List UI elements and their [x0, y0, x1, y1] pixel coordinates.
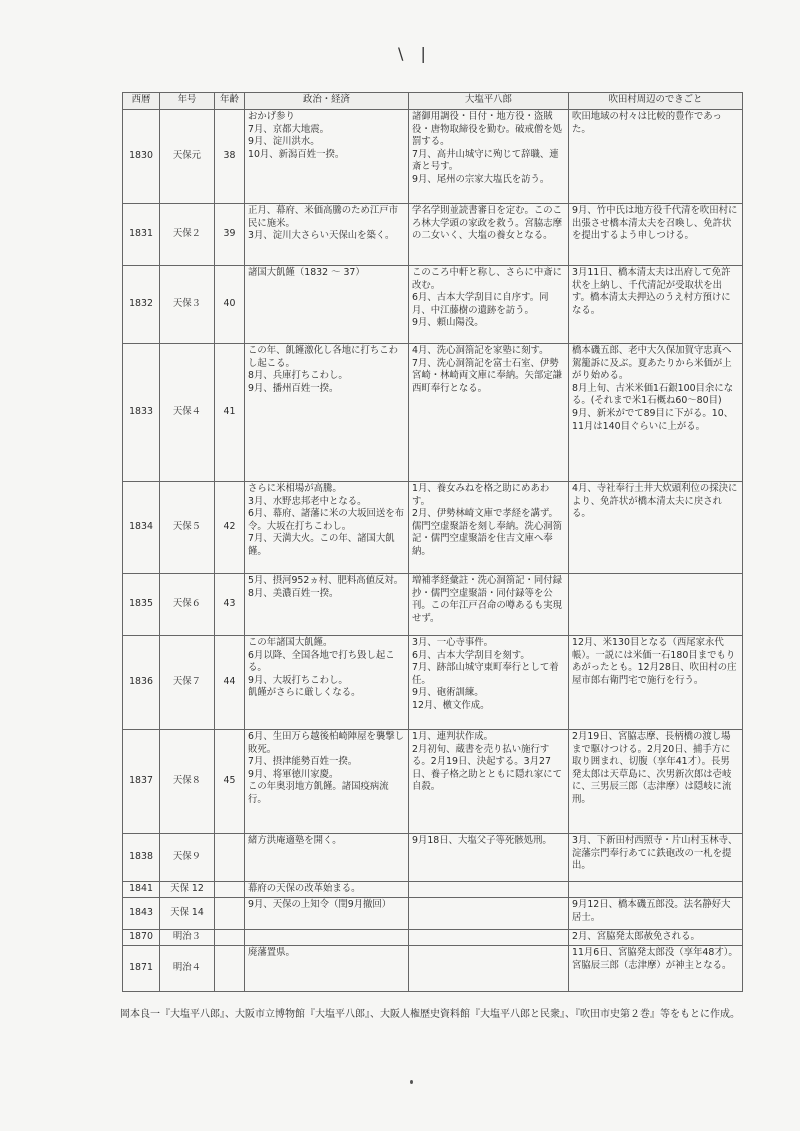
age-cell: 42	[215, 482, 245, 574]
age-cell: 39	[215, 204, 245, 266]
table-row	[123, 834, 743, 882]
age-cell: 44	[215, 636, 245, 730]
table-row	[123, 946, 743, 992]
era-cell: 天保 12	[160, 882, 215, 898]
year-cell: 1830	[123, 110, 160, 204]
year-cell: 1831	[123, 204, 160, 266]
era-cell: 天保９	[160, 834, 215, 882]
politics-cell: 幕府の天保の改革始まる。	[245, 882, 409, 898]
age-cell: 43	[215, 574, 245, 636]
source-note: 岡本良一『大塩平八郎』、大阪市立博物館『大塩平八郎』、大阪人権歴史資料館『大塩平八郎と民衆』、『吹田市史第２巻』等をもとに作成。	[120, 1009, 740, 1020]
year-cell: 1832	[123, 266, 160, 344]
era-cell: 天保２	[160, 204, 215, 266]
era-cell: 天保元	[160, 110, 215, 204]
year-cell: 1870	[123, 930, 160, 946]
oshio-cell: このころ中軒と称し、さらに中斎に改む。 6月、古本大学刮目に自序す。同月、中江藤樹の遺跡を訪う。 9月、頼山陽没。	[409, 266, 569, 344]
table-row	[123, 266, 743, 344]
year-cell: 1838	[123, 834, 160, 882]
suita-cell	[569, 574, 743, 636]
politics-cell	[245, 930, 409, 946]
suita-cell: 12月、米130目となる（西尾家永代帳）。一説には米価一石180目までもりあがったとも。12月28日、吹田村の庄屋市郎右衛門宅で施行を行う。	[569, 636, 743, 730]
year-cell: 1835	[123, 574, 160, 636]
politics-cell: おかげ参り 7月、京都大地震。 9月、淀川洪水。 10月、新潟百姓一揆。	[245, 110, 409, 204]
table-row	[123, 930, 743, 946]
table-row	[123, 882, 743, 898]
era-cell: 天保３	[160, 266, 215, 344]
suita-cell: 4月、寺社奉行土井大炊頭利位の採決により、免許状が橋本清太夫に戻される。	[569, 482, 743, 574]
year-cell: 1833	[123, 344, 160, 482]
oshio-cell	[409, 930, 569, 946]
year-cell: 1834	[123, 482, 160, 574]
table-row	[123, 730, 743, 834]
year-cell: 1836	[123, 636, 160, 730]
age-cell: 45	[215, 730, 245, 834]
header-year: 西暦	[123, 93, 160, 110]
suita-cell: 2月19日、宮脇志摩、長柄橋の渡し場まで駆けつける。2月20日、捕手方に取り囲まれ、切腹（享年41才）。長男発太郎は天草島に、次男新次郎は壱岐に、三男辰三郎（志津摩）は隠岐に流刑。	[569, 730, 743, 834]
header-row	[123, 93, 743, 110]
year-cell: 1841	[123, 882, 160, 898]
suita-cell: 3月、下新田村西照寺・片山村玉林寺、淀藩宗門奉行あてに鉄砲改の一札を提出。	[569, 834, 743, 882]
suita-cell: 11月6日、宮脇発太郎没（享年48才）。宮脇辰三郎（志津摩）が神主となる。	[569, 946, 743, 992]
year-cell: 1871	[123, 946, 160, 992]
table-row	[123, 574, 743, 636]
age-cell: 38	[215, 110, 245, 204]
politics-cell: 6月、生田万ら越後柏崎陣屋を襲撃し敗死。 7月、摂津能勢百姓一揆。 9月、将軍徳川家慶。 この年奥羽地方飢饉。諸国疫病流行。	[245, 730, 409, 834]
politics-cell: この年諸国大飢饉。 6月以降、全国各地で打ち毀し起こる。 9月、大坂打ちこわし。 飢饉がさらに厳しくなる。	[245, 636, 409, 730]
era-cell: 天保７	[160, 636, 215, 730]
header-politics: 政治・経済	[245, 93, 409, 110]
suita-cell: 3月11日、橋本清太夫は出府して免許状を上納し、千代清記が受取状を出す。橋本清太夫押込のうえ村方預けになる。	[569, 266, 743, 344]
politics-cell: この年、飢饉激化し各地に打ちこわし起こる。 8月、兵庫打ちこわし。 9月、播州百姓一揆。	[245, 344, 409, 482]
age-cell	[215, 834, 245, 882]
politics-cell: 廃藩置県。	[245, 946, 409, 992]
oshio-cell	[409, 946, 569, 992]
era-cell: 天保４	[160, 344, 215, 482]
table-row	[123, 482, 743, 574]
page-mark: \ |	[398, 44, 432, 63]
era-cell: 天保 14	[160, 898, 215, 930]
table-row	[123, 110, 743, 204]
oshio-cell: 学名学則並読書審日を定む。このころ林大学頭の家政を救う。宮脇志摩の二女いく、大塩の養女となる。	[409, 204, 569, 266]
age-cell: 40	[215, 266, 245, 344]
suita-cell	[569, 882, 743, 898]
oshio-cell	[409, 882, 569, 898]
age-cell	[215, 930, 245, 946]
header-age: 年齢	[215, 93, 245, 110]
oshio-cell: 9月18日、大塩父子等死骸処刑。	[409, 834, 569, 882]
age-cell	[215, 898, 245, 930]
suita-cell: 橋本磯五郎、老中大久保加賀守忠真へ駕籠訴に及ぶ。夏あたりから米価が上がり始める。 8月上旬、古米米価1石銀100目余になる。(それまで米1石概ね60～80目) 9月、新米がでて89目に下がる。10、11月は140目ぐらいに上がる。	[569, 344, 743, 482]
suita-cell: 吹田地域の村々は比較的豊作であった。	[569, 110, 743, 204]
header-suita: 吹田村周辺のできごと	[569, 93, 743, 110]
timeline-table	[122, 92, 743, 992]
oshio-cell: 諸御用調役・目付・地方役・盗賊役・唐物取締役を勤む。破戒僧を処罰する。 7月、高井山城守に殉じて辞職、連斎と号す。 9月、尾州の宗家大塩氏を訪う。	[409, 110, 569, 204]
era-cell: 天保５	[160, 482, 215, 574]
table-row	[123, 344, 743, 482]
politics-cell: さらに米相場が高騰。 3月、水野忠邦老中となる。 6月、幕府、諸藩に米の大坂回送を布令。大坂在打ちこわし。 7月、天満大火。この年、諸国大飢饉。	[245, 482, 409, 574]
oshio-cell: 1月、養女みねを格之助にめあわす。 2月、伊勢林崎文庫で孝経を講ず。儒門空虚聚語を刻し奉納。洗心洞箚記・儒門空虚聚語を住吉文庫へ奉納。	[409, 482, 569, 574]
oshio-cell: 3月、一心寺事件。 6月、古本大学刮目を刻す。 7月、跡部山城守東町奉行として着任。 9月、砲術訓練。 12月、檄文作成。	[409, 636, 569, 730]
table-row	[123, 898, 743, 930]
politics-cell: 正月、幕府、米価高騰のため江戸市民に施米。 3月、淀川大さらい天保山を築く。	[245, 204, 409, 266]
era-cell: 明治４	[160, 946, 215, 992]
suita-cell: 2月、宮脇発太郎赦免される。	[569, 930, 743, 946]
age-cell	[215, 882, 245, 898]
suita-cell: 9月12日、橋本磯五郎没。法名静好大居士。	[569, 898, 743, 930]
header-oshio: 大塩平八郎	[409, 93, 569, 110]
oshio-cell: 4月、洗心洞箚記を家塾に刻す。 7月、洗心洞箚記を富士石室、伊勢宮崎・林崎両文庫に奉納。矢部定謙西町奉行となる。	[409, 344, 569, 482]
age-cell	[215, 946, 245, 992]
politics-cell: 緒方洪庵適塾を開く。	[245, 834, 409, 882]
era-cell: 天保６	[160, 574, 215, 636]
year-cell: 1843	[123, 898, 160, 930]
table-row	[123, 636, 743, 730]
politics-cell: 5月、摂河952ヵ村、肥料高値反対。 8月、美濃百姓一揆。	[245, 574, 409, 636]
oshio-cell	[409, 898, 569, 930]
year-cell: 1837	[123, 730, 160, 834]
oshio-cell: 増補孝経彙註・洗心洞箚記・同付録抄・儒門空虚聚語・同付録等を公刊。この年江戸召命の噂あるも実現せず。	[409, 574, 569, 636]
era-cell: 天保８	[160, 730, 215, 834]
politics-cell: 諸国大飢饉（1832 ～ 37）	[245, 266, 409, 344]
age-cell: 41	[215, 344, 245, 482]
politics-cell: 9月、天保の上知令（閏9月撤回）	[245, 898, 409, 930]
oshio-cell: 1月、連判状作成。 2月初旬、蔵書を売り払い施行する。2月19日、決起する。3月27日、養子格之助とともに隠れ家にて自殺。	[409, 730, 569, 834]
table-row	[123, 204, 743, 266]
era-cell: 明治３	[160, 930, 215, 946]
suita-cell: 9月、竹中氏は地方役千代清を吹田村に出張させ橋本清太夫を召喚し、免許状を提出するよう申しつける。	[569, 204, 743, 266]
header-era: 年号	[160, 93, 215, 110]
paper-speck	[410, 1080, 413, 1084]
